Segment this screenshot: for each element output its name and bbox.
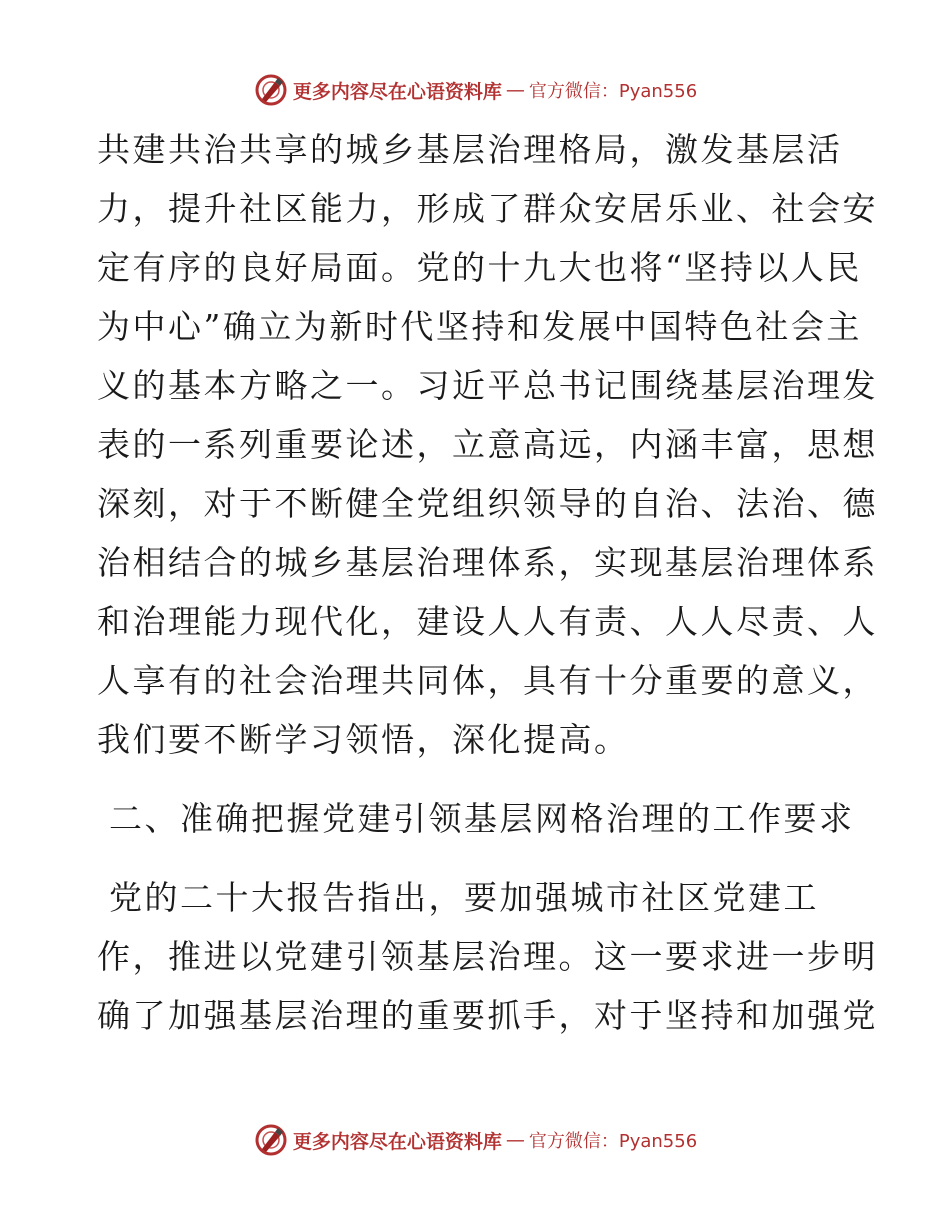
text-line: 深刻，对于不断健全党组织领导的自治、法治、德 (97, 484, 878, 523)
header-banner (0, 70, 950, 110)
text-line: 治相结合的城乡基层治理体系，实现基层治理体系 (97, 543, 878, 582)
text-line: 共建共治共享的城乡基层治理格局，激发基层活 (97, 130, 843, 169)
text-line: 和治理能力现代化，建设人人有责、人人尽责、人 (97, 602, 878, 641)
text-line: 表的一系列重要论述，立意高远，内涵丰富，思想 (97, 425, 878, 464)
text-line: 确了加强基层治理的重要抓手，对于坚持和加强党 (97, 996, 878, 1035)
text-line: 为中心”确立为新时代坚持和发展中国特色社会主 (97, 307, 862, 346)
text-line: 我们要不断学习领悟，深化提高。 (97, 720, 630, 759)
footer-banner (0, 1120, 950, 1160)
banner-separator: — (505, 1129, 525, 1151)
text-line: 人享有的社会治理共同体，具有十分重要的意义， (97, 661, 878, 700)
text-line: 力，提升社区能力，形成了群众安居乐业、社会安 (97, 189, 878, 228)
spacer (97, 769, 857, 789)
text-line: 作，推进以党建引领基层治理。这一要求进一步明 (97, 937, 878, 976)
text-line: 定有序的良好局面。党的十九大也将“坚持以人民 (97, 248, 862, 287)
banner-title: 更多内容尽在心语资料库 (292, 80, 502, 103)
banner-title: 更多内容尽在心语资料库 (292, 1130, 502, 1153)
paragraph-2 (97, 868, 878, 1045)
text-line: 党的二十大报告指出，要加强城市社区党建工 (109, 878, 819, 917)
text-line: 义的基本方略之一。习近平总书记围绕基层治理发 (97, 366, 878, 405)
spacer (97, 848, 857, 868)
document-body (97, 120, 878, 1045)
section-heading: 二、准确把握党建引领基层网格治理的工作要求 (109, 799, 855, 838)
pen-nib-logo-icon (253, 1122, 289, 1158)
banner-wechat: 官方微信：Pyan556 (528, 1131, 698, 1152)
banner-separator: — (505, 79, 525, 101)
paragraph-1 (97, 120, 878, 769)
pen-nib-logo-icon (253, 72, 289, 108)
banner-wechat: 官方微信：Pyan556 (528, 81, 698, 102)
